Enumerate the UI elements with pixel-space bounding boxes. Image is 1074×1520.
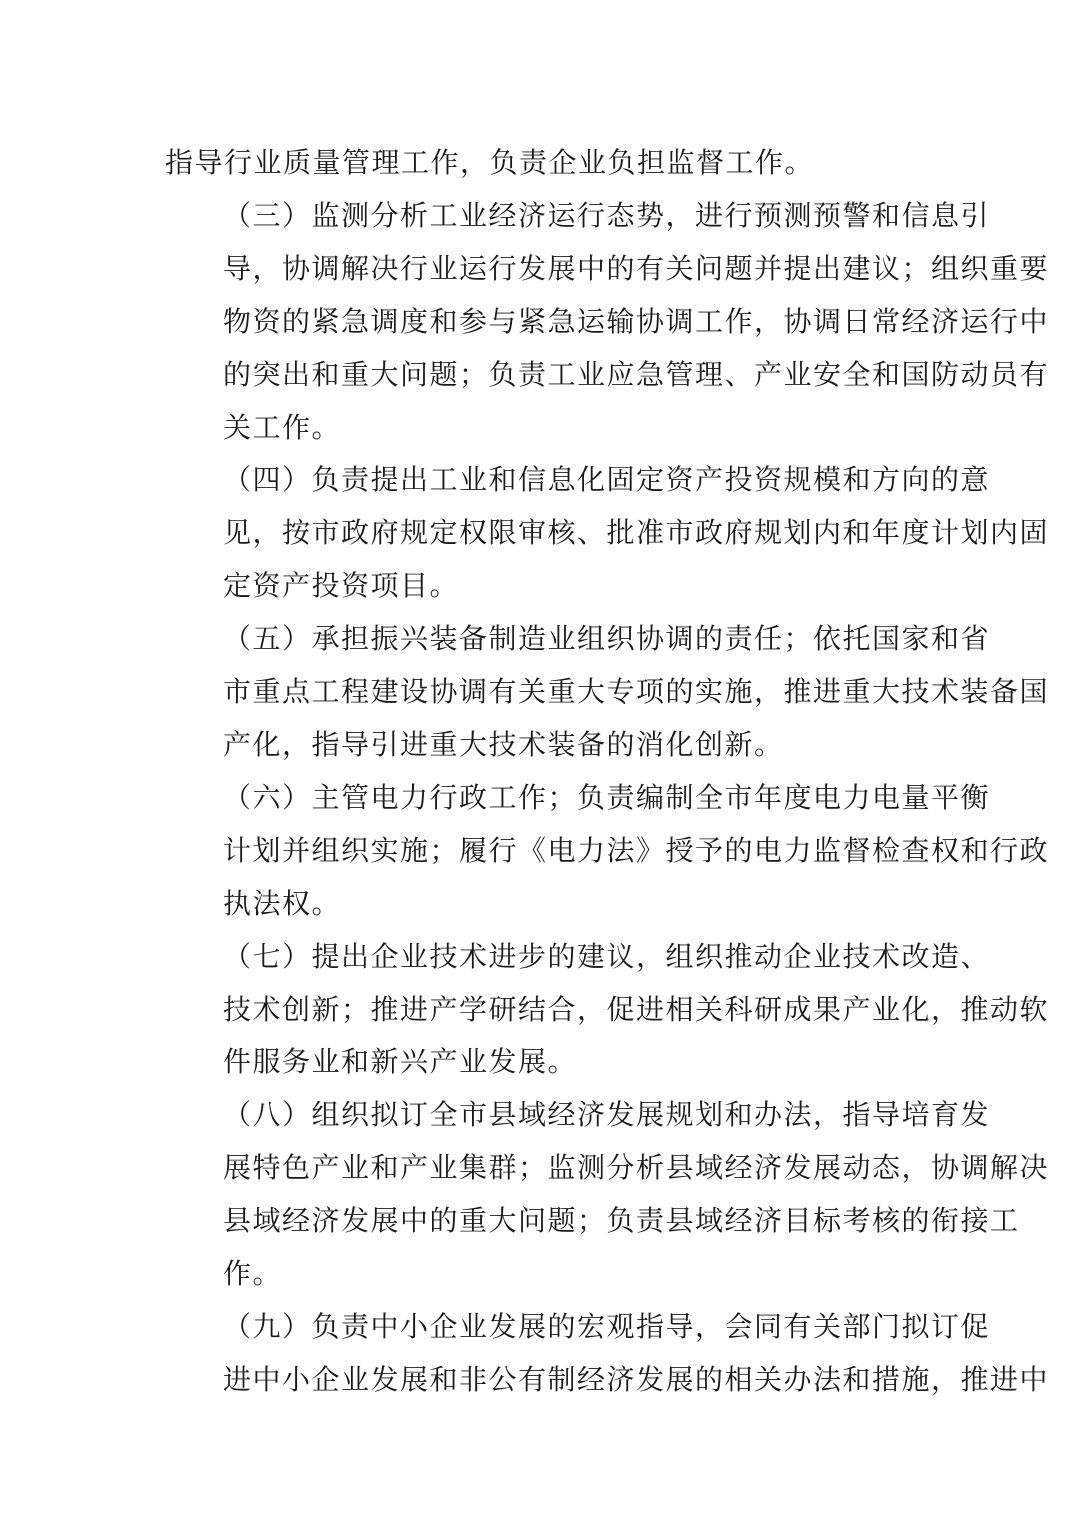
text-line: 产化，指导引进重大技术装备的消化创新。 [223, 727, 784, 761]
text-line: （八）组织拟订全市县域经济发展规划和办法，指导培育发 [223, 1098, 991, 1132]
text-line: 展特色产业和产业集群；监测分析县域经济发展动态，协调解决 [223, 1151, 1050, 1185]
text-line: 市重点工程建设协调有关重大专项的实施，推进重大技术装备国 [223, 675, 1050, 709]
text-line: 件服务业和新兴产业发展。 [223, 1045, 578, 1079]
paragraph [165, 137, 915, 190]
paragraph [165, 190, 1050, 455]
text-line: 计划并组织实施；履行《电力法》授予的电力监督检查权和行政 [223, 833, 1050, 867]
text-line: （九）负责中小企业发展的宏观指导，会同有关部门拟订促 [223, 1309, 991, 1343]
text-line: 导，协调解决行业运行发展中的有关问题并提出建议；组织重要 [223, 251, 1050, 285]
text-line: 的突出和重大问题；负责工业应急管理、产业安全和国防动员有 [223, 357, 1050, 391]
text-line: 进中小企业发展和非公有制经济发展的相关办法和措施，推进中 [223, 1362, 1050, 1396]
text-line: 县域经济发展中的重大问题；负责县域经济目标考核的衔接工 [223, 1204, 1020, 1238]
text-line: 技术创新；推进产学研结合，促进相关科研成果产业化，推动软 [223, 992, 1050, 1026]
document-body [165, 137, 1050, 1407]
text-line: （六）主管电力行政工作；负责编制全市年度电力电量平衡 [223, 780, 991, 814]
text-line: 定资产投资项目。 [223, 569, 460, 603]
text-line: 物资的紧急调度和参与紧急运输协调工作，协调日常经济运行中 [223, 304, 1050, 338]
text-line: 指导行业质量管理工作，负责企业负担监督工作。 [165, 146, 815, 179]
paragraph [165, 772, 1050, 931]
paragraph [165, 1089, 1050, 1301]
text-line: （四）负责提出工业和信息化固定资产投资规模和方向的意 [223, 463, 991, 497]
text-line: （三）监测分析工业经济运行态势，进行预测预警和信息引 [223, 198, 991, 232]
paragraph [165, 1301, 1050, 1407]
paragraph [165, 931, 1050, 1090]
text-line: 见，按市政府规定权限审核、批准市政府规划内和年度计划内固 [223, 516, 1050, 550]
text-line: 执法权。 [223, 886, 342, 920]
text-line: 作。 [223, 1257, 283, 1291]
text-line: （七）提出企业技术进步的建议，组织推动企业技术改造、 [223, 939, 991, 973]
text-line: 关工作。 [223, 410, 342, 444]
text-line: （五）承担振兴装备制造业组织协调的责任；依托国家和省 [223, 622, 991, 656]
paragraph [165, 454, 1050, 613]
paragraph [165, 613, 1050, 772]
